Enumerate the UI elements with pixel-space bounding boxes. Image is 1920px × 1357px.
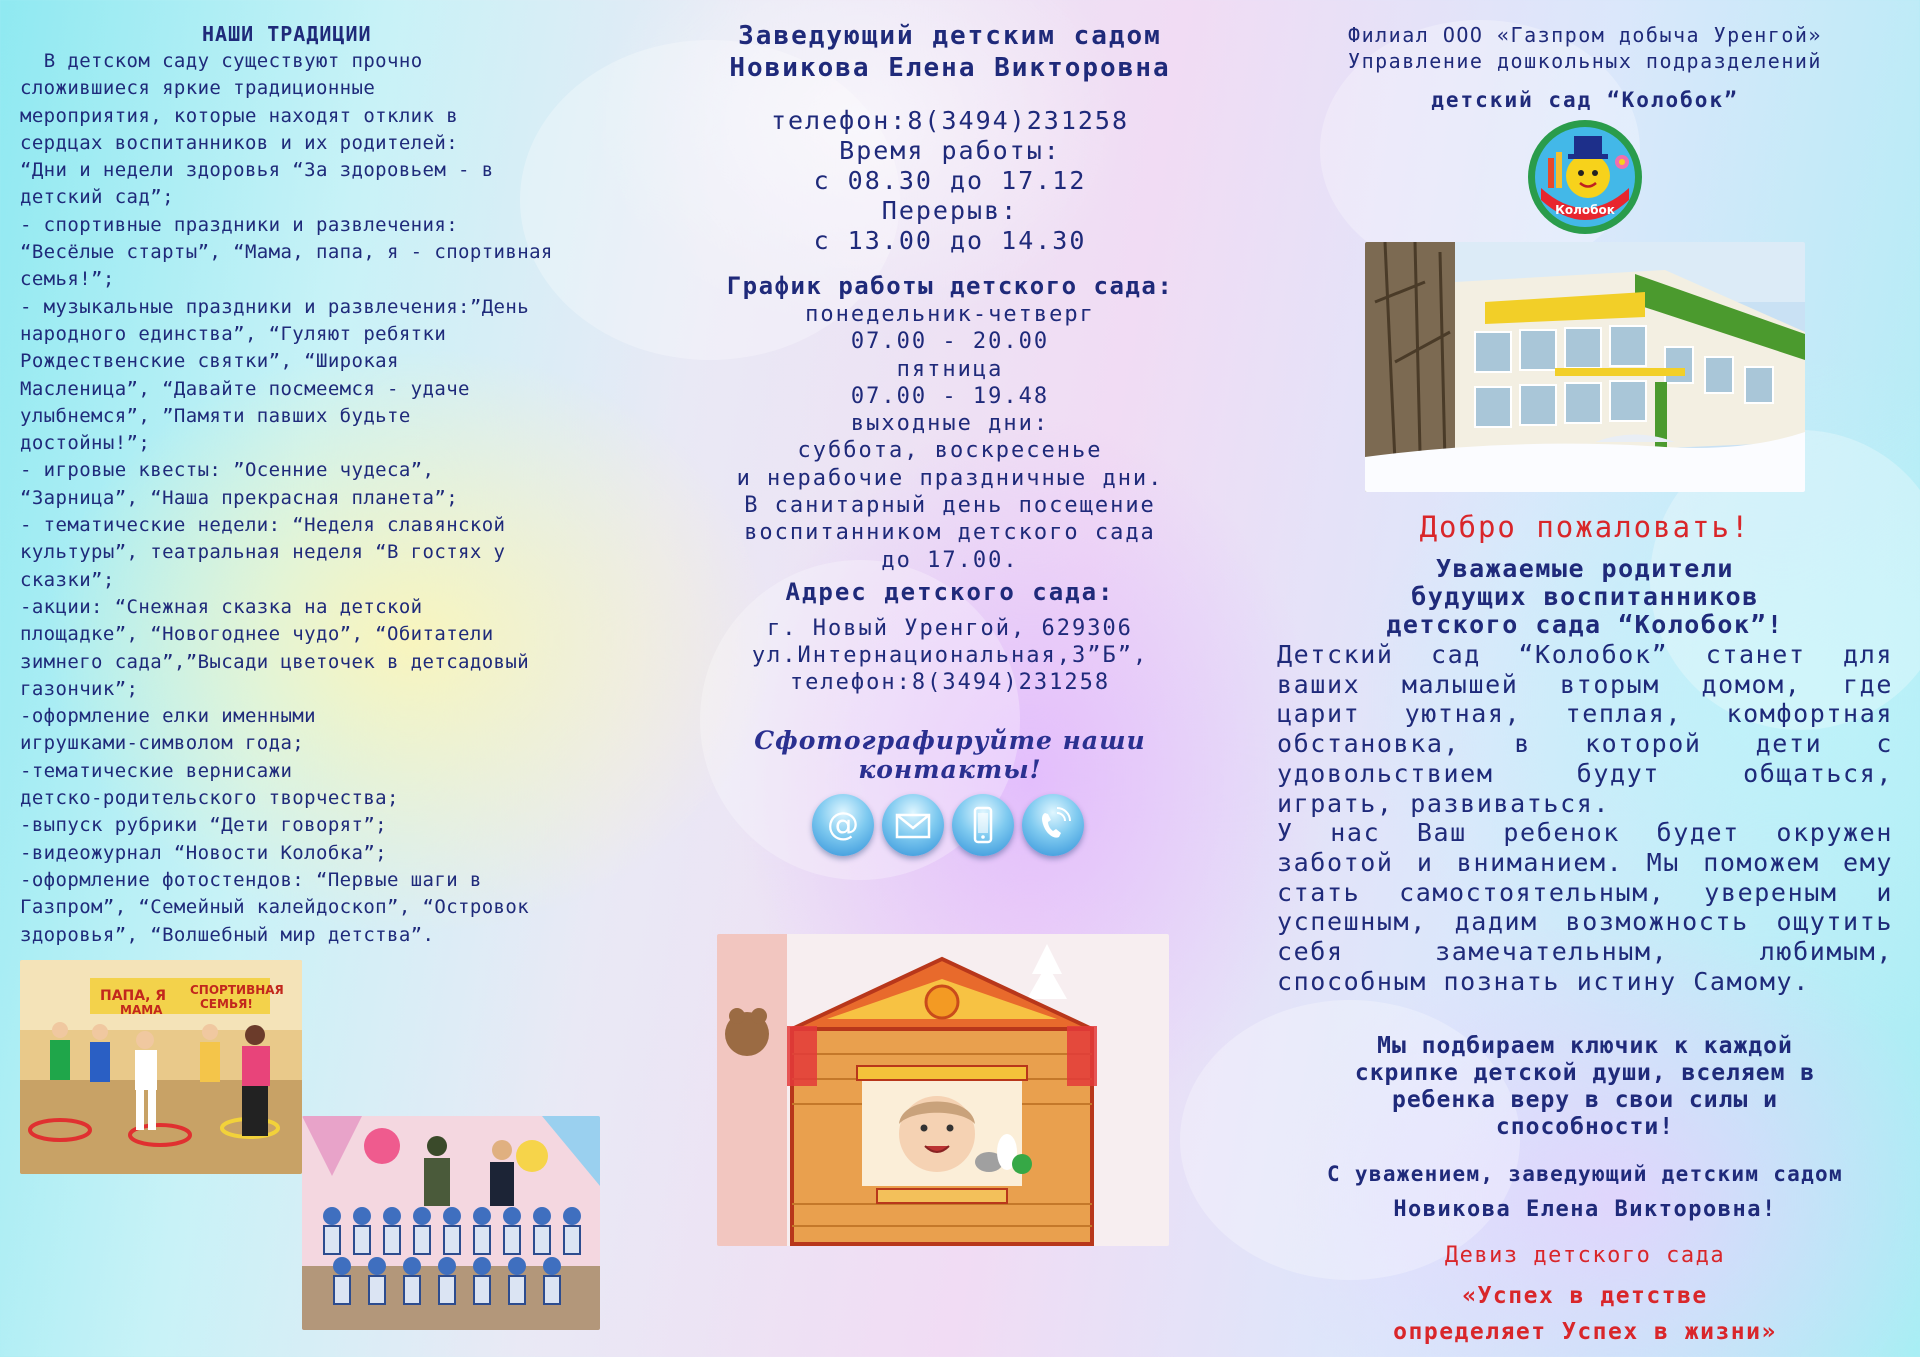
telephone-icon[interactable] [1022, 794, 1084, 856]
signature-name: Новикова Елена Викторовна! [1393, 1197, 1777, 1222]
envelope-icon[interactable] [882, 794, 944, 856]
schedule-list [690, 301, 1210, 574]
head-title [690, 20, 1210, 84]
key-statement: Мы подбираем ключик к каждой скрипке детской души, вселяем в ребенка веру в свои силы и способности! [1354, 1033, 1816, 1140]
schedule-line: понедельник-четверг [805, 302, 1095, 327]
kindergarten-building-photo [1365, 242, 1805, 492]
head-title-line1: Заведующий детским садом [738, 21, 1162, 51]
org-line2: Управление дошкольных подразделений [1348, 49, 1822, 73]
org-line1: Филиал ООО «Газпром добыча Уренгой» [1348, 23, 1822, 47]
svg-text:ПАПА, Я: ПАПА, Я [100, 988, 167, 1004]
address-phone: телефон:8(3494)231258 [789, 670, 1111, 695]
address-city: г. Новый Уренгой, 629306 [767, 616, 1133, 641]
schedule-line: 07.00 - 20.00 [850, 329, 1050, 355]
head-contacts [690, 106, 1210, 256]
traditions-column [20, 0, 610, 1357]
schedule-line: и нерабочие праздничные дни. [736, 465, 1164, 491]
schedule-line: до 17.00. [881, 547, 1019, 573]
welcome-body-text: Детский сад “Колобок” станет для ваших малышей вторым домом, где царит уютная, теплая, комфортная обстановка, в которой дети с удовольствием будут общаться, играть, развиваться. У нас Ваш ребенок будет окружен заботой и вниманием. Мы поможем ему стать самостоятельным, увереным и успешным, дадим возможность ощутить себя замечательным, любимым, способным познать истину Самому. [1277, 640, 1893, 996]
head-phone: телефон:8(3494)231258 [770, 106, 1130, 135]
address-title: Адрес детского сада: [785, 578, 1115, 606]
email-at-icon[interactable] [812, 794, 874, 856]
svg-text:@: @ [827, 805, 859, 843]
kolobok-logo [1526, 118, 1644, 236]
contacts-column [690, 0, 1210, 1357]
group-children-photo [302, 1116, 600, 1330]
traditions-title: НАШИ ТРАДИЦИИ [202, 22, 372, 46]
work-hours: с 08.30 до 17.12 [813, 166, 1087, 195]
work-hours-label: Время работы: [839, 136, 1061, 165]
schedule-line: выходные дни: [850, 411, 1050, 437]
welcome-heading: Добро пожаловать! [1419, 510, 1751, 544]
photo-contacts-prompt: Сфотографируйте наши контакты! [754, 726, 1146, 784]
traditions-text: В детском саду существуют прочно сложившиеся яркие традиционные мероприятия, которые находят отклик в сердцах воспитанников и их родителей: “Дни и недели здоровья “За здоровьем - в детский сад”; - спортивные праздники и развлечения: “Весёлые старты”, “Мама, папа, я - спортивная семья!”; - музыкальные праздники и развлечения:”День народного единства”, “Гуляют ребятки Рождественские святки”, “Широкая Масленица”, “Давайте посмеемся - удаче улыбнемся”, ”Памяти павших будьте достойны!”; - игровые квесты: ”Осенние чудеса”, “Зарница”, “Наша прекрасная планета”; - тематические недели: “Неделя славянской культуры”, театральная неделя “В гостях у сказки”; -акции: “Снежная сказка на детской площадке”, “Новогоднее чудо”, “Обитатели зимнего сада”,”Высади цветочек в детсадовый газончик”; -оформление елки именными игрушками-символом года; -тематические вернисажи детско-родительского творчества; -выпуск рубрики “Дети говорят”; -видеожурнал “Новости Колобка”; -оформление фотостендов: “Первые шаги в Газпром”, “Семейный калейдоскоп”, “Островок здоровья”, “Волшебный мир детства”. [20, 50, 553, 946]
schedule-line: 07.00 - 19.48 [850, 383, 1050, 409]
head-name: Новикова Елена Викторовна [729, 53, 1171, 83]
schedule-line: пятница [896, 356, 1004, 382]
address-block [690, 615, 1210, 696]
dear-parents-heading: Уважаемые родители будущих воспитанников детского сада “Колобок”! [1386, 554, 1784, 639]
schedule-line: воспитанником детского сада [744, 520, 1156, 546]
motto-text: «Успех в детстве определяет Успех в жизни» [1393, 1283, 1777, 1345]
svg-text:МАМА: МАМА [120, 1003, 163, 1017]
welcome-column [1270, 0, 1900, 1357]
regards-line: С уважением, заведующий детским садом [1327, 1162, 1843, 1186]
break-label: Перерыв: [881, 196, 1019, 225]
sports-festival-photo [20, 960, 302, 1174]
child-puppet-theatre-photo [717, 934, 1169, 1246]
schedule-line: В санитарный день посещение [744, 493, 1156, 519]
svg-text:СЕМЬЯ!: СЕМЬЯ! [200, 997, 253, 1011]
mobile-phone-icon[interactable] [952, 794, 1014, 856]
motto-title: Девиз детского сада [1444, 1243, 1726, 1268]
logo-text: Колобок [1555, 203, 1615, 217]
kindergarten-name: детский сад “Колобок” [1431, 88, 1739, 112]
schedule-title: График работы детского сада: [726, 272, 1174, 300]
break-hours: с 13.00 до 14.30 [813, 226, 1087, 255]
schedule-line: суббота, воскресенье [797, 438, 1103, 464]
svg-text:СПОРТИВНАЯ: СПОРТИВНАЯ [190, 983, 284, 997]
address-street: ул.Интернациональная,3”Б”, [751, 643, 1149, 668]
